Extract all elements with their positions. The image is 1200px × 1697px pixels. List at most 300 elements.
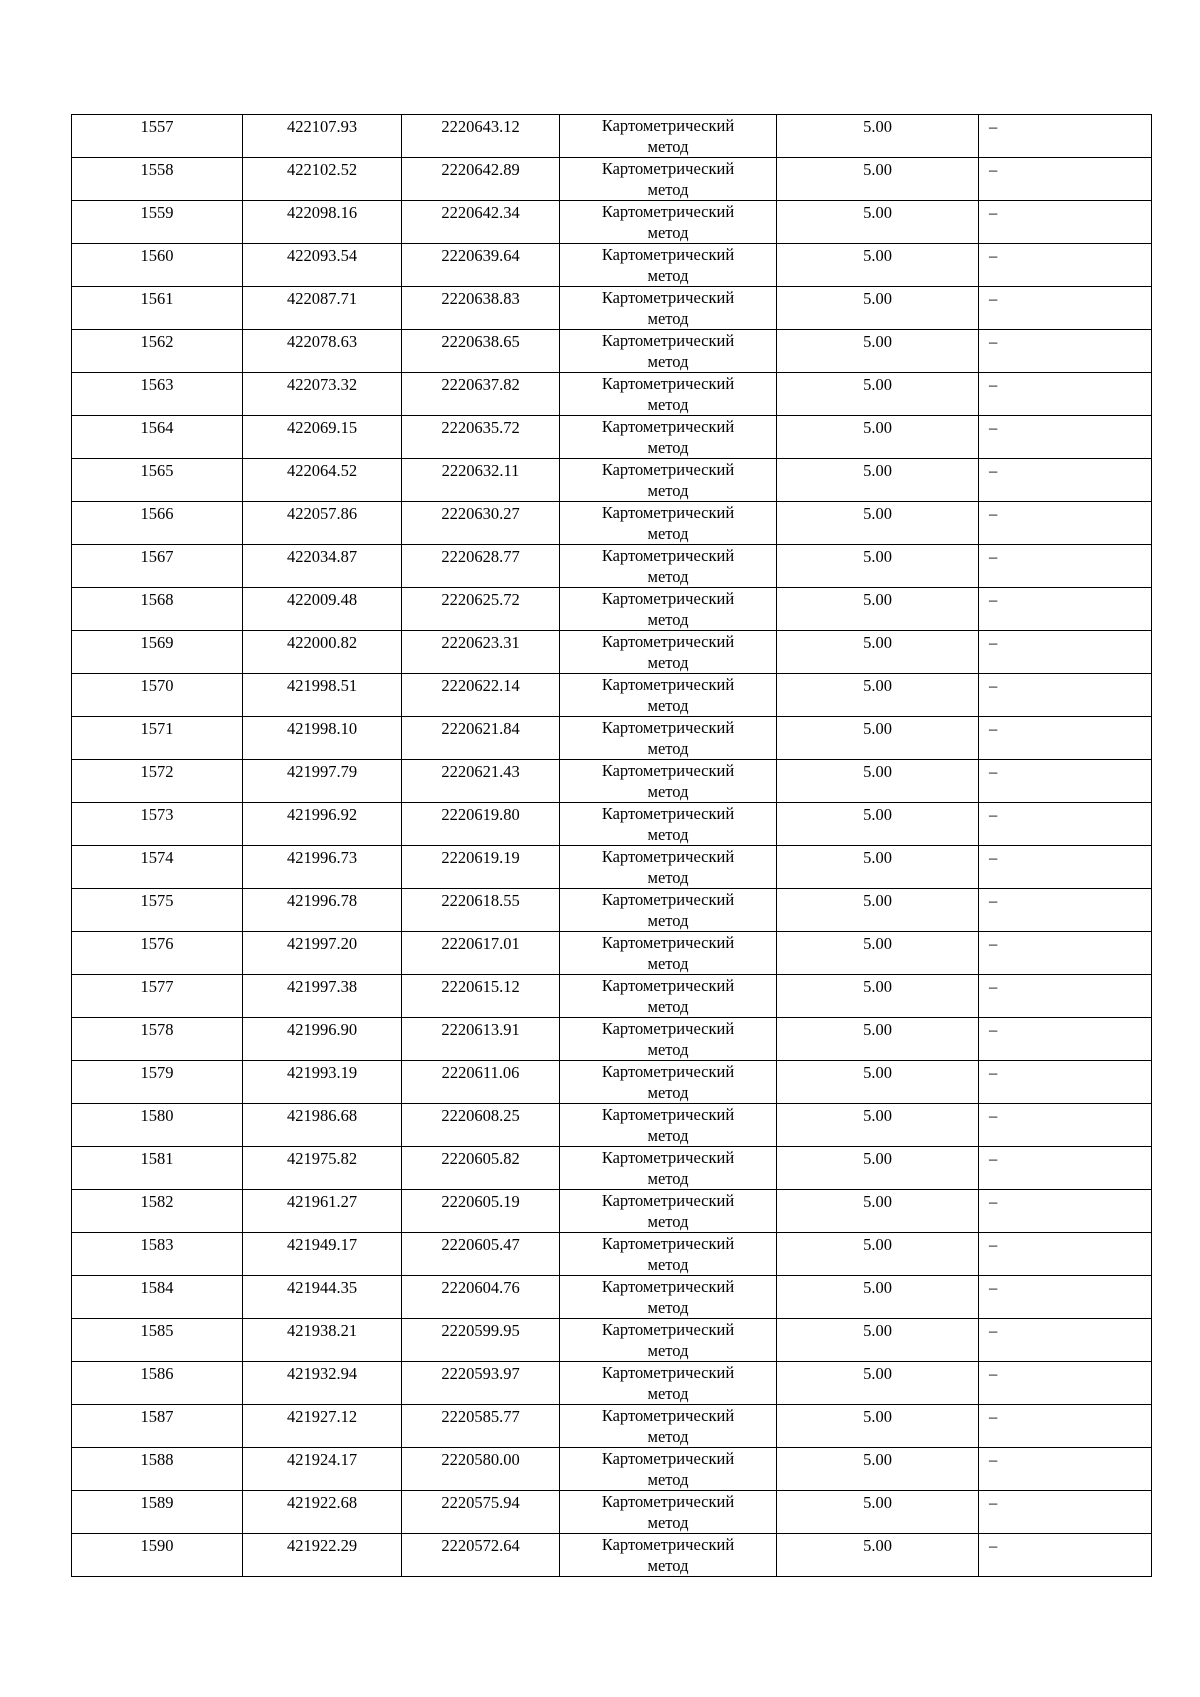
table-row [72, 158, 1152, 201]
accuracy-cell [777, 545, 979, 588]
method-line-1: Картометрический [601, 1363, 735, 1382]
point-number-cell-text: 1557 [140, 117, 174, 136]
coord-y-cell [402, 502, 560, 545]
method-line-1: Картометрический [601, 460, 735, 479]
coord-y-cell-text: 2220613.91 [441, 1020, 520, 1039]
description-cell [979, 1534, 1152, 1577]
method-line-2: метод [647, 1212, 689, 1231]
table-row [72, 975, 1152, 1018]
point-number-cell [72, 1061, 243, 1104]
point-number-cell [72, 1534, 243, 1577]
method-line-1: Картометрический [601, 761, 735, 780]
point-number-cell [72, 502, 243, 545]
description-cell-text: – [989, 891, 998, 910]
method-line-1: Картометрический [601, 675, 735, 694]
accuracy-cell [777, 1534, 979, 1577]
coord-y-cell [402, 287, 560, 330]
point-number-cell [72, 932, 243, 975]
method-line-2: метод [647, 395, 689, 414]
method-line-2: метод [647, 739, 689, 758]
coord-x-cell [243, 502, 402, 545]
point-number-cell [72, 416, 243, 459]
coord-y-cell-text: 2220617.01 [441, 934, 520, 953]
method-line-2: метод [647, 1298, 689, 1317]
description-cell [979, 1104, 1152, 1147]
coord-x-cell [243, 932, 402, 975]
method-line-1: Картометрический [601, 1406, 735, 1425]
description-cell [979, 201, 1152, 244]
coord-y-cell-text: 2220642.89 [441, 160, 520, 179]
coord-y-cell [402, 244, 560, 287]
coord-x-cell [243, 1190, 402, 1233]
method-cell [560, 674, 777, 717]
accuracy-cell-text: 5.00 [863, 461, 892, 480]
method-line-2: метод [647, 1255, 689, 1274]
point-number-cell [72, 1276, 243, 1319]
table-row [72, 1190, 1152, 1233]
coord-y-cell-text: 2220638.65 [441, 332, 520, 351]
method-cell [560, 803, 777, 846]
accuracy-cell-text: 5.00 [863, 1321, 892, 1340]
coord-x-cell [243, 1147, 402, 1190]
description-cell [979, 1276, 1152, 1319]
method-line-1: Картометрический [601, 589, 735, 608]
coord-y-cell [402, 416, 560, 459]
description-cell [979, 803, 1152, 846]
description-cell [979, 330, 1152, 373]
coord-x-cell-text: 421932.94 [286, 1364, 358, 1383]
table-row [72, 889, 1152, 932]
coord-x-cell-text: 421924.17 [286, 1450, 358, 1469]
coord-y-cell [402, 1362, 560, 1405]
method-line-2: метод [647, 180, 689, 199]
description-cell [979, 1491, 1152, 1534]
description-cell-text: – [989, 1536, 998, 1555]
description-cell-text: – [989, 1063, 998, 1082]
method-line-1: Картометрический [601, 890, 735, 909]
accuracy-cell-text: 5.00 [863, 1235, 892, 1254]
point-number-cell-text: 1561 [140, 289, 174, 308]
point-number-cell-text: 1568 [140, 590, 174, 609]
point-number-cell-text: 1584 [140, 1278, 174, 1297]
coord-x-cell [243, 459, 402, 502]
method-line-2: метод [647, 223, 689, 242]
coord-x-cell-text: 421998.51 [286, 676, 358, 695]
method-line-1: Картометрический [601, 288, 735, 307]
accuracy-cell-text: 5.00 [863, 1063, 892, 1082]
point-number-cell [72, 674, 243, 717]
method-line-1: Картометрический [601, 331, 735, 350]
coord-x-cell-text: 421996.90 [286, 1020, 358, 1039]
method-line-1: Картометрический [601, 1277, 735, 1296]
method-cell [560, 502, 777, 545]
description-cell [979, 760, 1152, 803]
description-cell-text: – [989, 934, 998, 953]
method-cell [560, 1018, 777, 1061]
method-line-2: метод [647, 782, 689, 801]
method-line-2: метод [647, 524, 689, 543]
method-cell [560, 932, 777, 975]
accuracy-cell-text: 5.00 [863, 160, 892, 179]
method-line-2: метод [647, 1470, 689, 1489]
accuracy-cell [777, 1061, 979, 1104]
method-line-1: Картометрический [601, 202, 735, 221]
method-line-1: Картометрический [601, 1148, 735, 1167]
point-number-cell-text: 1577 [140, 977, 174, 996]
accuracy-cell [777, 889, 979, 932]
method-line-1: Картометрический [601, 847, 735, 866]
point-number-cell-text: 1585 [140, 1321, 174, 1340]
method-line-2: метод [647, 954, 689, 973]
description-cell [979, 1233, 1152, 1276]
coord-y-cell-text: 2220605.82 [441, 1149, 520, 1168]
coord-y-cell-text: 2220619.80 [441, 805, 520, 824]
method-line-1: Картометрический [601, 417, 735, 436]
coord-x-cell [243, 1405, 402, 1448]
table-body [72, 115, 1152, 1577]
coord-y-cell-text: 2220599.95 [441, 1321, 520, 1340]
method-cell [560, 760, 777, 803]
point-number-cell [72, 975, 243, 1018]
coord-y-cell-text: 2220637.82 [441, 375, 520, 394]
coord-x-cell [243, 631, 402, 674]
method-cell [560, 1233, 777, 1276]
method-line-1: Картометрический [601, 1320, 735, 1339]
accuracy-cell [777, 1018, 979, 1061]
coord-x-cell-text: 421922.68 [286, 1493, 358, 1512]
method-cell [560, 201, 777, 244]
coord-x-cell-text: 422069.15 [286, 418, 358, 437]
coord-x-cell [243, 373, 402, 416]
description-cell [979, 1405, 1152, 1448]
table-row [72, 330, 1152, 373]
method-line-2: метод [647, 1169, 689, 1188]
point-number-cell [72, 287, 243, 330]
point-number-cell [72, 1448, 243, 1491]
method-cell [560, 330, 777, 373]
point-number-cell-text: 1572 [140, 762, 174, 781]
accuracy-cell-text: 5.00 [863, 1106, 892, 1125]
coord-y-cell [402, 1491, 560, 1534]
method-line-1: Картометрический [601, 1105, 735, 1124]
method-line-1: Картометрический [601, 632, 735, 651]
description-cell [979, 1448, 1152, 1491]
coord-y-cell [402, 717, 560, 760]
coord-x-cell [243, 1362, 402, 1405]
description-cell-text: – [989, 504, 998, 523]
description-cell [979, 244, 1152, 287]
description-cell [979, 416, 1152, 459]
accuracy-cell [777, 244, 979, 287]
coord-y-cell-text: 2220605.47 [441, 1235, 520, 1254]
accuracy-cell [777, 1104, 979, 1147]
point-number-cell [72, 631, 243, 674]
method-line-2: метод [647, 1083, 689, 1102]
accuracy-cell [777, 975, 979, 1018]
method-line-2: метод [647, 352, 689, 371]
coord-x-cell [243, 201, 402, 244]
accuracy-cell [777, 1491, 979, 1534]
description-cell-text: – [989, 547, 998, 566]
accuracy-cell [777, 760, 979, 803]
coord-x-cell-text: 422093.54 [286, 246, 358, 265]
table-row [72, 932, 1152, 975]
point-number-cell-text: 1569 [140, 633, 174, 652]
coord-x-cell [243, 416, 402, 459]
description-cell-text: – [989, 848, 998, 867]
method-line-2: метод [647, 911, 689, 930]
method-cell [560, 1276, 777, 1319]
accuracy-cell [777, 201, 979, 244]
coord-x-cell-text: 421975.82 [286, 1149, 358, 1168]
description-cell [979, 373, 1152, 416]
coord-y-cell-text: 2220643.12 [441, 117, 520, 136]
method-cell [560, 1448, 777, 1491]
coord-y-cell-text: 2220605.19 [441, 1192, 520, 1211]
table-row [72, 459, 1152, 502]
coord-x-cell-text: 422098.16 [286, 203, 358, 222]
table-row [72, 1362, 1152, 1405]
accuracy-cell-text: 5.00 [863, 547, 892, 566]
coord-x-cell-text: 422102.52 [286, 160, 358, 179]
coord-y-cell-text: 2220593.97 [441, 1364, 520, 1383]
point-number-cell-text: 1567 [140, 547, 174, 566]
method-cell [560, 459, 777, 502]
description-cell-text: – [989, 633, 998, 652]
coord-x-cell [243, 1104, 402, 1147]
point-number-cell-text: 1578 [140, 1020, 174, 1039]
coord-x-cell-text: 421993.19 [286, 1063, 358, 1082]
description-cell [979, 545, 1152, 588]
method-cell [560, 1061, 777, 1104]
coord-y-cell [402, 201, 560, 244]
description-cell-text: – [989, 805, 998, 824]
description-cell [979, 1319, 1152, 1362]
table-row [72, 1147, 1152, 1190]
description-cell [979, 115, 1152, 158]
point-number-cell-text: 1570 [140, 676, 174, 695]
table-row [72, 1276, 1152, 1319]
accuracy-cell [777, 158, 979, 201]
method-cell [560, 975, 777, 1018]
method-line-1: Картометрический [601, 1492, 735, 1511]
point-number-cell [72, 760, 243, 803]
coordinates-table [71, 114, 1152, 1577]
description-cell [979, 975, 1152, 1018]
point-number-cell-text: 1566 [140, 504, 174, 523]
coord-x-cell-text: 421949.17 [286, 1235, 358, 1254]
coord-y-cell-text: 2220638.83 [441, 289, 520, 308]
point-number-cell [72, 717, 243, 760]
description-cell [979, 287, 1152, 330]
accuracy-cell-text: 5.00 [863, 1020, 892, 1039]
coord-y-cell [402, 1405, 560, 1448]
coord-y-cell-text: 2220630.27 [441, 504, 520, 523]
table-row [72, 1061, 1152, 1104]
table-row [72, 846, 1152, 889]
coord-x-cell-text: 422034.87 [286, 547, 358, 566]
coord-x-cell [243, 545, 402, 588]
coord-y-cell [402, 373, 560, 416]
point-number-cell [72, 158, 243, 201]
point-number-cell-text: 1574 [140, 848, 174, 867]
description-cell-text: – [989, 762, 998, 781]
table-row [72, 1405, 1152, 1448]
method-line-1: Картометрический [601, 159, 735, 178]
method-line-2: метод [647, 266, 689, 285]
coord-y-cell-text: 2220575.94 [441, 1493, 520, 1512]
method-cell [560, 1190, 777, 1233]
method-line-1: Картометрический [601, 116, 735, 135]
coord-x-cell-text: 421927.12 [286, 1407, 358, 1426]
coord-y-cell [402, 459, 560, 502]
description-cell [979, 1147, 1152, 1190]
coord-y-cell [402, 760, 560, 803]
point-number-cell [72, 244, 243, 287]
description-cell [979, 1018, 1152, 1061]
description-cell-text: – [989, 461, 998, 480]
coord-y-cell [402, 803, 560, 846]
point-number-cell [72, 545, 243, 588]
accuracy-cell-text: 5.00 [863, 203, 892, 222]
description-cell-text: – [989, 117, 998, 136]
method-line-1: Картометрический [601, 1062, 735, 1081]
coord-y-cell-text: 2220639.64 [441, 246, 520, 265]
point-number-cell [72, 330, 243, 373]
coord-x-cell [243, 287, 402, 330]
method-cell [560, 373, 777, 416]
table-row [72, 717, 1152, 760]
point-number-cell [72, 459, 243, 502]
coord-y-cell [402, 1104, 560, 1147]
method-line-2: метод [647, 610, 689, 629]
method-line-1: Картометрический [601, 933, 735, 952]
table-row [72, 760, 1152, 803]
point-number-cell [72, 201, 243, 244]
coord-x-cell-text: 422009.48 [286, 590, 358, 609]
description-cell-text: – [989, 676, 998, 695]
accuracy-cell [777, 1405, 979, 1448]
coord-x-cell-text: 421961.27 [286, 1192, 358, 1211]
method-line-2: метод [647, 1513, 689, 1532]
coord-x-cell-text: 422057.86 [286, 504, 358, 523]
accuracy-cell [777, 1319, 979, 1362]
accuracy-cell-text: 5.00 [863, 762, 892, 781]
method-line-1: Картометрический [601, 374, 735, 393]
accuracy-cell-text: 5.00 [863, 1493, 892, 1512]
coord-y-cell-text: 2220621.84 [441, 719, 520, 738]
point-number-cell [72, 1405, 243, 1448]
description-cell-text: – [989, 289, 998, 308]
description-cell [979, 932, 1152, 975]
coord-y-cell-text: 2220622.14 [441, 676, 520, 695]
accuracy-cell [777, 1233, 979, 1276]
coord-x-cell-text: 421997.79 [286, 762, 358, 781]
coord-y-cell [402, 545, 560, 588]
method-cell [560, 1534, 777, 1577]
accuracy-cell [777, 330, 979, 373]
point-number-cell [72, 1147, 243, 1190]
method-line-2: метод [647, 137, 689, 156]
method-cell [560, 416, 777, 459]
method-cell [560, 244, 777, 287]
coord-x-cell [243, 1276, 402, 1319]
point-number-cell-text: 1575 [140, 891, 174, 910]
point-number-cell-text: 1559 [140, 203, 174, 222]
accuracy-cell [777, 932, 979, 975]
coord-x-cell-text: 421997.38 [286, 977, 358, 996]
coord-y-cell-text: 2220625.72 [441, 590, 520, 609]
accuracy-cell-text: 5.00 [863, 332, 892, 351]
point-number-cell [72, 803, 243, 846]
description-cell-text: – [989, 160, 998, 179]
point-number-cell-text: 1565 [140, 461, 174, 480]
coord-y-cell [402, 975, 560, 1018]
accuracy-cell-text: 5.00 [863, 504, 892, 523]
coord-x-cell [243, 158, 402, 201]
table-row [72, 373, 1152, 416]
coord-y-cell-text: 2220604.76 [441, 1278, 520, 1297]
coord-x-cell [243, 588, 402, 631]
accuracy-cell [777, 459, 979, 502]
accuracy-cell [777, 674, 979, 717]
point-number-cell [72, 1491, 243, 1534]
coord-x-cell [243, 1534, 402, 1577]
coord-y-cell [402, 1061, 560, 1104]
table-row [72, 803, 1152, 846]
coord-y-cell [402, 1448, 560, 1491]
method-line-2: метод [647, 653, 689, 672]
accuracy-cell [777, 846, 979, 889]
description-cell-text: – [989, 1364, 998, 1383]
method-cell [560, 1405, 777, 1448]
method-cell [560, 1147, 777, 1190]
point-number-cell-text: 1586 [140, 1364, 174, 1383]
method-line-2: метод [647, 825, 689, 844]
method-line-1: Картометрический [601, 718, 735, 737]
coord-x-cell-text: 421922.29 [286, 1536, 358, 1555]
method-line-2: метод [647, 1040, 689, 1059]
accuracy-cell [777, 1147, 979, 1190]
point-number-cell-text: 1587 [140, 1407, 174, 1426]
point-number-cell [72, 373, 243, 416]
accuracy-cell-text: 5.00 [863, 246, 892, 265]
coord-y-cell-text: 2220642.34 [441, 203, 520, 222]
method-cell [560, 631, 777, 674]
coord-y-cell [402, 1276, 560, 1319]
coord-x-cell [243, 975, 402, 1018]
coord-x-cell-text: 422078.63 [286, 332, 358, 351]
method-line-1: Картометрический [601, 503, 735, 522]
table-row [72, 1448, 1152, 1491]
method-cell [560, 1362, 777, 1405]
description-cell [979, 158, 1152, 201]
accuracy-cell-text: 5.00 [863, 418, 892, 437]
coord-y-cell-text: 2220618.55 [441, 891, 520, 910]
table-row [72, 1319, 1152, 1362]
table-row [72, 1491, 1152, 1534]
description-cell [979, 1362, 1152, 1405]
coord-x-cell [243, 330, 402, 373]
method-line-1: Картометрический [601, 546, 735, 565]
accuracy-cell [777, 631, 979, 674]
coord-x-cell-text: 421944.35 [286, 1278, 358, 1297]
coord-x-cell-text: 422087.71 [286, 289, 358, 308]
description-cell-text: – [989, 977, 998, 996]
method-line-2: метод [647, 696, 689, 715]
point-number-cell [72, 1233, 243, 1276]
table-row [72, 287, 1152, 330]
